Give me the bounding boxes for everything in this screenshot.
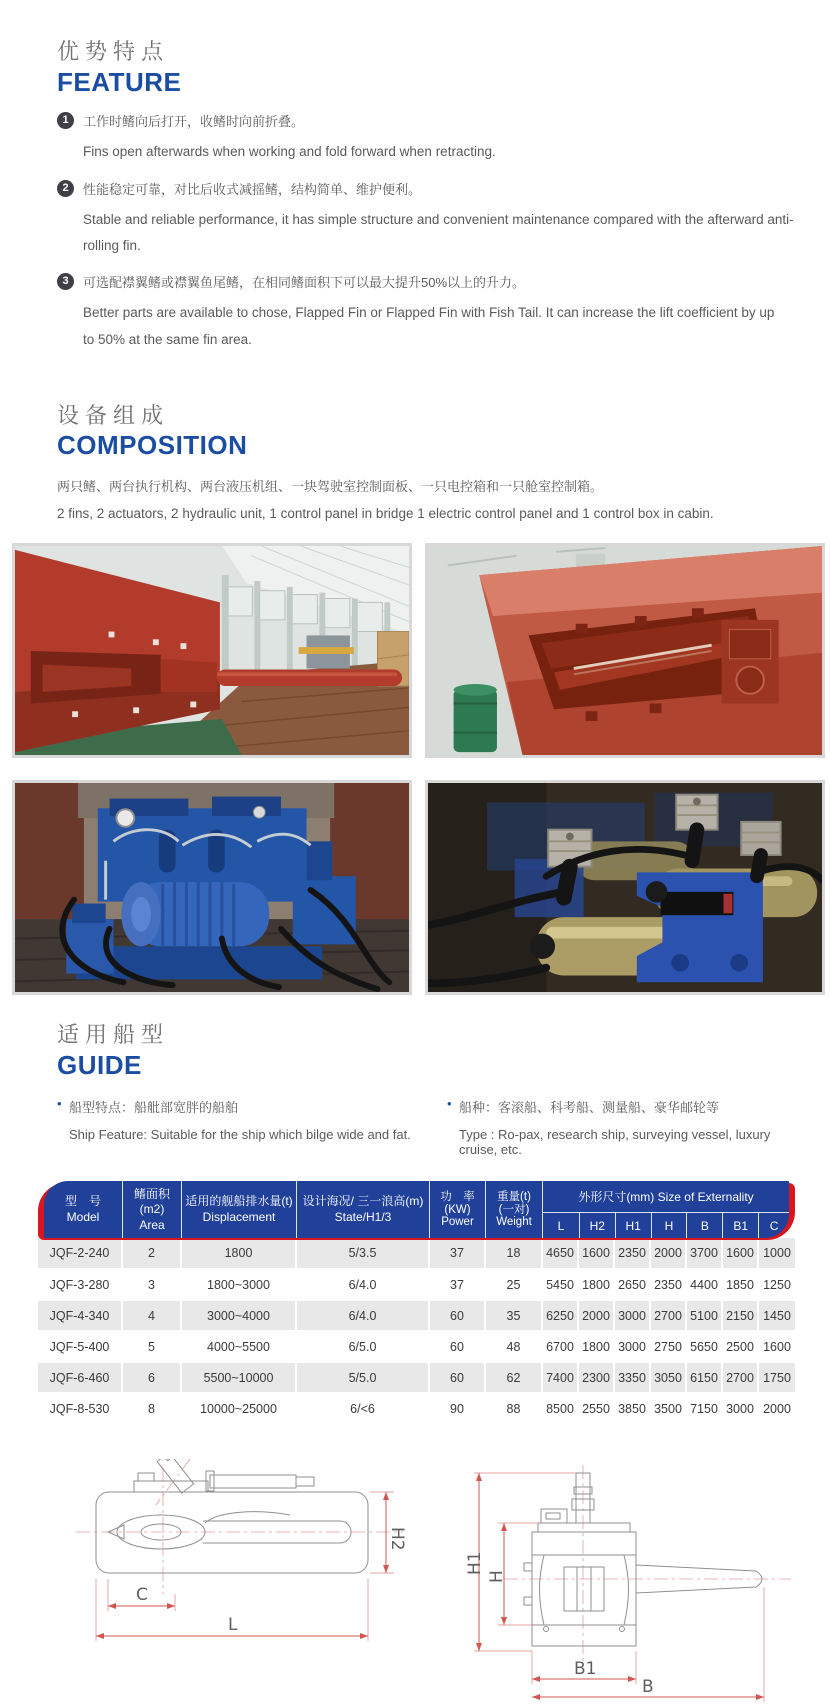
feature-item (57, 272, 794, 353)
value-cell: 6/<6 (296, 1393, 429, 1424)
number-badge: 1 (57, 112, 74, 129)
hydraulic-unit-illustration (15, 783, 409, 992)
photo-hydraulic-valves-closeup (425, 780, 825, 995)
value-cell: 1800 (181, 1238, 296, 1269)
side-view-drawing (58, 1459, 418, 1694)
value-cell: 5500~10000 (181, 1362, 296, 1393)
table-body (38, 1238, 795, 1424)
table-row (38, 1362, 795, 1393)
value-cell: 2550 (578, 1393, 614, 1424)
value-cell: 3000 (722, 1393, 758, 1424)
feature-list (57, 111, 794, 353)
number-badge: 2 (57, 180, 74, 197)
model-cell: JQF-6-460 (38, 1362, 122, 1393)
value-cell: 5/3.5 (296, 1238, 429, 1269)
value-cell: 6 (122, 1362, 181, 1393)
value-cell: 5/5.0 (296, 1362, 429, 1393)
table-row (38, 1300, 795, 1331)
value-cell: 1600 (578, 1238, 614, 1269)
value-cell: 10000~25000 (181, 1393, 296, 1424)
value-cell: 4400 (686, 1269, 722, 1300)
value-cell: 2700 (650, 1300, 686, 1331)
dim-label-h: H (487, 1570, 507, 1584)
number-badge: 3 (57, 273, 74, 290)
value-cell: 3350 (614, 1362, 650, 1393)
value-cell: 4000~5500 (181, 1331, 296, 1362)
size-col-label: H (651, 1213, 687, 1238)
valves-illustration (428, 783, 822, 992)
value-cell: 48 (485, 1331, 542, 1362)
guide-bullet (447, 1097, 794, 1157)
value-cell: 18 (485, 1238, 542, 1269)
spec-table (38, 1181, 795, 1425)
value-cell: 25 (485, 1269, 542, 1300)
value-cell: 3700 (686, 1238, 722, 1269)
value-cell: 5650 (686, 1331, 722, 1362)
photo-hydraulic-power-unit (12, 780, 412, 995)
guide-bullets (57, 1097, 794, 1157)
table-row (38, 1238, 795, 1269)
photo-grid (0, 543, 830, 995)
value-cell: 4 (122, 1300, 181, 1331)
feature-text-zh: 性能稳定可靠，对比后收式减摇鳍，结构简单、维护便利。 (83, 181, 422, 197)
value-cell: 62 (485, 1362, 542, 1393)
spec-table-body (38, 1238, 795, 1425)
value-cell: 7150 (686, 1393, 722, 1424)
value-cell: 60 (429, 1300, 485, 1331)
feature-title-en: FEATURE (57, 66, 182, 97)
value-cell: 6/4.0 (296, 1300, 429, 1331)
value-cell: 3 (122, 1269, 181, 1300)
composition-section (0, 366, 830, 521)
model-cell: JQF-3-280 (38, 1269, 122, 1300)
value-cell: 2000 (758, 1393, 795, 1424)
feature-title-zh: 优势特点 (57, 39, 170, 64)
value-cell: 2150 (722, 1300, 758, 1331)
value-cell: 2000 (650, 1238, 686, 1269)
value-cell: 8500 (542, 1393, 578, 1424)
feature-section (0, 0, 830, 353)
value-cell: 60 (429, 1331, 485, 1362)
value-cell: 2350 (614, 1238, 650, 1269)
fin-workshop-illustration (15, 546, 409, 755)
spec-table-header (38, 1181, 795, 1238)
feature-text-en: Better parts are available to chose, Flapped Fin or Flapped Fin with Fish Tail. It can increase the lift coefficient by up to 50% at the same fin area. (83, 305, 775, 347)
value-cell: 5100 (686, 1300, 722, 1331)
value-cell: 8 (122, 1393, 181, 1424)
value-cell: 1600 (758, 1331, 795, 1362)
size-col-label: C (758, 1213, 789, 1238)
value-cell: 3000 (614, 1300, 650, 1331)
composition-desc-zh: 两只鳍、两台执行机构、两台液压机组、一块驾驶室控制面板、一只电控箱和一只舱室控制箱。 (57, 479, 604, 495)
size-subheader (543, 1212, 789, 1238)
value-cell: 1250 (758, 1269, 795, 1300)
table-row (38, 1393, 795, 1424)
guide-bullet-zh: • 船型特点：船舭部宽胖的船舶 (57, 1097, 447, 1116)
size-col-label: L (557, 1218, 565, 1233)
guide-bullet (57, 1097, 447, 1157)
value-cell: 1850 (722, 1269, 758, 1300)
value-cell: 2750 (650, 1331, 686, 1362)
col-header-size: 外形尺寸(mm) Size of Externality L H2 H1 H B B1 C (542, 1181, 789, 1238)
photo-fin-folded-hull-section (425, 543, 825, 758)
value-cell: 6/4.0 (296, 1269, 429, 1300)
feature-item (57, 179, 794, 260)
dim-label-l: L (228, 1615, 238, 1636)
front-view-drawing (446, 1459, 796, 1704)
value-cell: 3050 (650, 1362, 686, 1393)
value-cell: 2350 (650, 1269, 686, 1300)
model-cell: JQF-5-400 (38, 1331, 122, 1362)
model-cell: JQF-4-340 (38, 1300, 122, 1331)
model-cell: JQF-8-530 (38, 1393, 122, 1424)
model-cell: JQF-2-240 (38, 1238, 122, 1269)
size-col-label: B (686, 1213, 722, 1238)
value-cell: 37 (429, 1269, 485, 1300)
value-cell: 6250 (542, 1300, 578, 1331)
composition-title-en: COMPOSITION (57, 430, 248, 461)
col-header-power: 功 率 (KW) Power (429, 1181, 485, 1238)
table-row (38, 1331, 795, 1362)
dim-label-h2: H2 (387, 1527, 407, 1552)
col-header-weight: 重量(t) (一对) Weight (485, 1181, 542, 1238)
size-col-label: H1 (615, 1213, 651, 1238)
dim-label-b: B (642, 1677, 654, 1698)
value-cell: 1800 (578, 1331, 614, 1362)
photo-fin-extended-workshop (12, 543, 412, 758)
value-cell: 6700 (542, 1331, 578, 1362)
value-cell: 2 (122, 1238, 181, 1269)
value-cell: 6150 (686, 1362, 722, 1393)
value-cell: 3000 (614, 1331, 650, 1362)
composition-desc-en: 2 fins, 2 actuators, 2 hydraulic unit, 1 control panel in bridge 1 electric control panel and 1 control box in cabin. (57, 506, 714, 522)
guide-bullet-zh: • 船种：客滚船、科考船、测量船、豪华邮轮等 (447, 1097, 794, 1116)
value-cell: 2500 (722, 1331, 758, 1362)
size-col-label: B1 (722, 1213, 758, 1238)
value-cell: 7400 (542, 1362, 578, 1393)
value-cell: 3850 (614, 1393, 650, 1424)
value-cell: 88 (485, 1393, 542, 1424)
col-header-model: 型 号 Model (64, 1194, 101, 1224)
dim-label-c: C (136, 1585, 148, 1606)
feature-text-zh: 可选配襟翼鳍或襟翼鱼尾鳍，在相同鳍面积下可以最大提升50%以上的升力。 (83, 275, 526, 291)
hull-section-illustration (428, 546, 822, 755)
technical-drawings (0, 1459, 830, 1704)
dim-label-b1: B1 (574, 1659, 597, 1680)
value-cell: 60 (429, 1362, 485, 1393)
value-cell: 1800~3000 (181, 1269, 296, 1300)
dim-label-h1: H1 (465, 1551, 485, 1576)
value-cell: 1450 (758, 1300, 795, 1331)
table-row (38, 1269, 795, 1300)
feature-text-zh: 工作时鳍向后打开，收鳍时向前折叠。 (83, 114, 305, 130)
value-cell: 6/5.0 (296, 1331, 429, 1362)
value-cell: 1750 (758, 1362, 795, 1393)
guide-bullet-en: Ship Feature: Suitable for the ship which bilge wide and fat. (69, 1127, 411, 1143)
value-cell: 3000~4000 (181, 1300, 296, 1331)
value-cell: 2000 (578, 1300, 614, 1331)
guide-section (0, 995, 830, 1157)
guide-title-en: GUIDE (57, 1049, 142, 1080)
guide-title-zh: 适用船型 (57, 1022, 170, 1048)
value-cell: 1800 (578, 1269, 614, 1300)
feature-item (57, 111, 794, 165)
value-cell: 2300 (578, 1362, 614, 1393)
size-col-label: H2 (579, 1213, 615, 1238)
value-cell: 1600 (722, 1238, 758, 1269)
value-cell: 90 (429, 1393, 485, 1424)
value-cell: 3500 (650, 1393, 686, 1424)
value-cell: 1000 (758, 1238, 795, 1269)
value-cell: 2700 (722, 1362, 758, 1393)
value-cell: 35 (485, 1300, 542, 1331)
value-cell: 5450 (542, 1269, 578, 1300)
value-cell: 4650 (542, 1238, 578, 1269)
value-cell: 5 (122, 1331, 181, 1362)
guide-bullet-en: Type : Ro-pax, research ship, surveying vessel, luxury cruise, etc. (459, 1127, 771, 1158)
value-cell: 2650 (614, 1269, 650, 1300)
value-cell: 37 (429, 1238, 485, 1269)
feature-text-en: Stable and reliable performance, it has simple structure and convenient maintenance compared with the afterward anti-rolling fin. (83, 211, 794, 253)
composition-title-zh: 设备组成 (57, 402, 170, 428)
col-header-state: 设计海况/ 三一浪高(m) State/H1/3 (296, 1181, 429, 1238)
col-header-area: 鳍面积(m2) Area (122, 1181, 181, 1238)
feature-text-en: Fins open afterwards when working and fold forward when retracting. (83, 144, 496, 160)
col-header-displacement: 适用的舰船排水量(t) Displacement (181, 1181, 296, 1238)
